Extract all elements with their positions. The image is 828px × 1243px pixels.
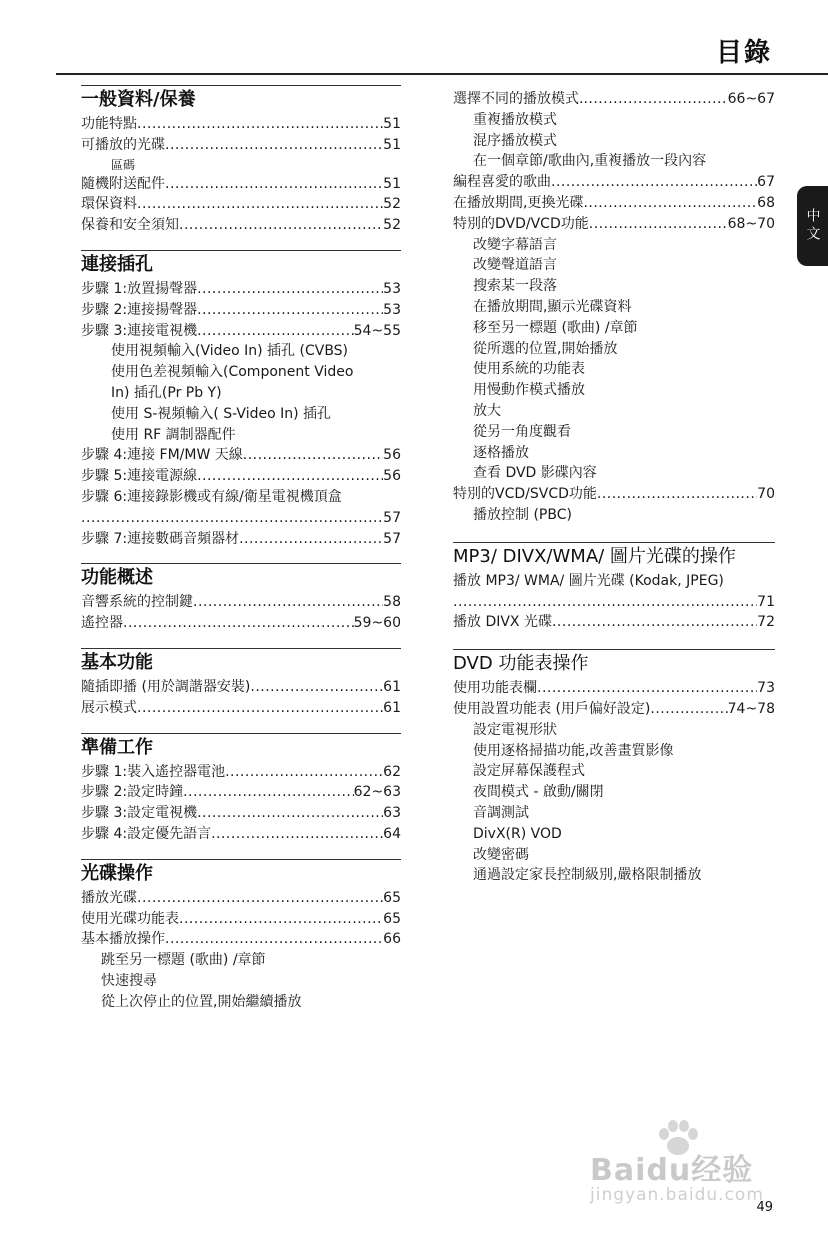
- entry-title: 播放光碟: [81, 889, 137, 906]
- entry-title: 步驟 1:放置揚聲器: [81, 280, 198, 297]
- dot-leader: [597, 484, 757, 505]
- toc-subentry: 在一個章節/歌曲內,重複播放一段內容: [473, 153, 707, 170]
- toc-entry[interactable]: [453, 484, 775, 505]
- toc-section: [453, 649, 775, 886]
- entry-page-number: 61: [383, 678, 401, 695]
- toc-entry[interactable]: [81, 824, 401, 845]
- entry-page-number: 70: [757, 486, 775, 503]
- entry-title: 基本播放操作: [81, 931, 165, 948]
- entry-title: 使用功能表欄: [453, 680, 537, 697]
- toc-section: [81, 250, 401, 549]
- page-number: 49: [756, 1200, 773, 1215]
- dot-leader: [137, 194, 383, 215]
- dot-leader: [583, 193, 757, 214]
- toc-entry-line[interactable]: 步驟 6:連接錄影機或有線/衛星電視機頂盒: [81, 488, 342, 505]
- toc-subentry: 設定電視形狀: [473, 721, 557, 738]
- dot-leader: [165, 929, 383, 950]
- toc-entry[interactable]: [453, 592, 775, 613]
- dot-leader: [243, 445, 383, 466]
- toc-subentry: 通過設定家長控制級別,嚴格限制播放: [473, 867, 702, 884]
- entry-page-number: 58: [383, 594, 401, 611]
- toc-entry[interactable]: [81, 803, 401, 824]
- dot-leader: [551, 172, 757, 193]
- toc-entry[interactable]: [81, 698, 401, 719]
- entry-title: 步驟 1:裝入遙控器電池: [81, 763, 226, 780]
- entry-title: 步驟 5:連接電源線: [81, 468, 198, 485]
- toc-subentry: 混序播放模式: [473, 132, 557, 149]
- dot-leader: [537, 678, 757, 699]
- toc-subentry: 音調測試: [473, 804, 529, 821]
- dot-leader: [197, 803, 383, 824]
- entry-title: 特別的DVD/VCD功能: [453, 215, 589, 232]
- dot-leader: [193, 592, 383, 613]
- toc-entry[interactable]: [81, 508, 401, 529]
- toc-subentry: 快速搜尋: [101, 972, 157, 989]
- toc-entry[interactable]: [81, 529, 401, 550]
- dot-leader: [179, 909, 383, 930]
- entry-title: 隨機附送配件: [81, 175, 165, 192]
- toc-entry-line[interactable]: 播放 MP3/ WMA/ 圖片光碟 (Kodak, JPEG): [453, 572, 724, 589]
- entry-page-number: 74~78: [727, 700, 775, 717]
- dot-leader: [183, 782, 354, 803]
- toc-entry[interactable]: [81, 466, 401, 487]
- entry-page-number: 52: [383, 217, 401, 234]
- dot-leader: [179, 215, 383, 236]
- toc-entry[interactable]: [81, 677, 401, 698]
- toc-subentry: 重複播放模式: [473, 111, 557, 128]
- dot-leader: [225, 762, 383, 783]
- entry-title: 展示模式: [81, 699, 137, 716]
- dot-leader: [197, 466, 383, 487]
- dot-leader: [583, 89, 727, 110]
- toc-entry[interactable]: [453, 699, 775, 720]
- toc-entry[interactable]: [453, 214, 775, 235]
- entry-page-number: 52: [383, 196, 401, 213]
- dot-leader: [137, 888, 383, 909]
- section-heading: 一般資料/保養: [81, 89, 196, 110]
- entry-page-number: 62: [383, 763, 401, 780]
- toc-section: [81, 85, 401, 236]
- toc-left-column: [81, 85, 401, 1013]
- entry-page-number: 53: [383, 280, 401, 297]
- dot-leader: [165, 174, 383, 195]
- entry-page-number: 62~63: [353, 784, 401, 801]
- dot-leader: [123, 613, 354, 634]
- section-heading: 光碟操作: [81, 862, 153, 884]
- toc-entry[interactable]: [81, 909, 401, 930]
- dot-leader: [453, 592, 757, 613]
- dot-leader: [81, 508, 383, 529]
- toc-entry[interactable]: [81, 592, 401, 613]
- section-heading: 連接插孔: [81, 253, 153, 275]
- toc-entry[interactable]: [81, 135, 401, 156]
- dot-leader: [137, 114, 383, 135]
- toc-section: [81, 648, 401, 719]
- entry-title: 保養和安全須知: [81, 217, 179, 234]
- watermark-logo: Baidu经验: [590, 1153, 754, 1188]
- entry-page-number: 53: [383, 301, 401, 318]
- entry-page-number: 51: [383, 175, 401, 192]
- dot-leader: [239, 529, 383, 550]
- entry-page-number: 59~60: [353, 615, 401, 632]
- toc-entry[interactable]: [81, 114, 401, 135]
- page-title: 目錄: [715, 38, 772, 68]
- toc-subentry: 夜間模式 - 啟動/關閉: [473, 784, 604, 801]
- toc-subentry: 查看 DVD 影碟內容: [473, 465, 597, 482]
- toc-subentry: 改變字幕語言: [473, 236, 557, 253]
- toc-subentry: 使用 RF 調制器配件: [111, 426, 236, 443]
- dot-leader: [211, 824, 383, 845]
- entry-title: 功能特點: [81, 116, 137, 132]
- language-tab[interactable]: [797, 186, 828, 266]
- toc-subentry: 改變聲道語言: [473, 257, 557, 274]
- entry-title: 使用光碟功能表: [81, 910, 179, 927]
- entry-page-number: 71: [757, 593, 775, 610]
- entry-title: 可播放的光碟: [81, 136, 165, 153]
- toc-section: [81, 733, 401, 845]
- dot-leader: [589, 214, 728, 235]
- toc-subentry: 逐格播放: [473, 444, 529, 461]
- toc-entry[interactable]: [81, 321, 401, 342]
- entry-page-number: 64: [383, 825, 401, 842]
- entry-page-number: 66~67: [727, 91, 775, 107]
- toc-entry[interactable]: [453, 172, 775, 193]
- entry-page-number: 51: [383, 136, 401, 153]
- entry-page-number: 65: [383, 910, 401, 927]
- toc-section: [81, 563, 401, 634]
- toc-subentry: 使用 S-視頻輸入( S-Video In) 插孔: [111, 405, 332, 422]
- dot-leader: [552, 612, 757, 633]
- entry-title: 步驟 2:連接揚聲器: [81, 301, 198, 318]
- toc-entry[interactable]: [81, 215, 401, 236]
- dot-leader: [137, 698, 383, 719]
- dot-leader: [197, 321, 354, 342]
- entry-page-number: 68~70: [727, 215, 775, 232]
- toc-section: [453, 85, 775, 526]
- toc-subentry: 移至另一標題 (歌曲) /章節: [473, 319, 638, 336]
- toc-entry[interactable]: [81, 782, 401, 803]
- entry-title: 環保資料: [81, 196, 137, 213]
- toc-subentry: DivX(R) VOD: [473, 825, 562, 842]
- dot-leader: [197, 279, 383, 300]
- toc-entry[interactable]: [81, 762, 401, 783]
- section-heading: DVD 功能表操作: [453, 653, 589, 675]
- entry-page-number: 57: [383, 509, 401, 526]
- entry-page-number: 72: [757, 614, 775, 631]
- toc-entry[interactable]: [453, 89, 775, 110]
- toc-subentry: 跳至另一標題 (歌曲) /章節: [101, 952, 266, 969]
- toc-entry[interactable]: [81, 929, 401, 950]
- entry-page-number: 56: [383, 447, 401, 464]
- entry-page-number: 57: [383, 530, 401, 547]
- toc-entry[interactable]: [81, 888, 401, 909]
- toc-entry[interactable]: [81, 300, 401, 321]
- dot-leader: [165, 135, 383, 156]
- entry-page-number: 63: [383, 805, 401, 822]
- entry-title: 步驟 4:連接 FM/MW 天線: [81, 447, 243, 464]
- entry-title: 隨插即播 (用於調諧器安裝): [81, 678, 251, 695]
- toc-entry[interactable]: [81, 174, 401, 195]
- toc-subentry: 用慢動作模式播放: [473, 382, 585, 399]
- toc-subentry: 區碼: [111, 157, 136, 172]
- entry-title: 步驟 2:設定時鐘: [81, 784, 184, 801]
- entry-page-number: 54~55: [353, 322, 401, 339]
- entry-title: 編程喜愛的歌曲: [453, 174, 551, 191]
- toc-subentry: 播放控制 (PBC): [473, 506, 572, 523]
- section-heading: 功能概述: [81, 567, 153, 589]
- entry-page-number: 67: [757, 174, 775, 191]
- section-heading: 準備工作: [81, 736, 153, 758]
- entry-title: 音響系統的控制鍵: [81, 594, 193, 611]
- toc-entry[interactable]: [81, 445, 401, 466]
- toc-subentry: 使用視頻輸入(Video In) 插孔 (CVBS): [111, 343, 349, 360]
- toc-right-column: [453, 85, 775, 886]
- toc-subentry: 從上次停止的位置,開始繼續播放: [101, 993, 302, 1010]
- dot-leader: [197, 300, 383, 321]
- toc-subentry: 改變密碼: [473, 846, 529, 863]
- toc-section: [81, 859, 401, 1013]
- toc-entry[interactable]: [453, 678, 775, 699]
- toc-subentry: 搜索某一段落: [473, 278, 557, 295]
- toc-entry[interactable]: [81, 279, 401, 300]
- section-heading: MP3/ DIVX/WMA/ 圖片光碟的操作: [453, 545, 736, 567]
- toc-subentry: 放大: [473, 402, 501, 419]
- entry-title: 步驟 7:連接數碼音頻器材: [81, 530, 240, 547]
- language-tab-label: 中文: [804, 208, 821, 244]
- entry-title: 遙控器: [81, 615, 123, 632]
- entry-title: 播放 DIVX 光碟: [453, 614, 552, 631]
- dot-leader: [250, 677, 383, 698]
- toc-entry[interactable]: [81, 194, 401, 215]
- toc-subentry: 使用逐格掃描功能,改善畫質影像: [473, 742, 674, 759]
- toc-entry[interactable]: [453, 612, 775, 633]
- entry-title: 選擇不同的播放模式.: [453, 91, 584, 107]
- header-rule: [56, 73, 828, 75]
- entry-title: 步驟 3:連接電視機: [81, 322, 198, 339]
- entry-page-number: 56: [383, 468, 401, 485]
- section-heading: 基本功能: [81, 651, 153, 673]
- toc-section: [453, 542, 775, 633]
- toc-subentry: 在播放期間,顯示光碟資料: [473, 298, 632, 315]
- entry-page-number: 66: [383, 931, 401, 948]
- watermark-url: jingyan.baidu.com: [590, 1185, 764, 1205]
- entry-page-number: 68: [757, 194, 775, 211]
- entry-title: 步驟 4:設定優先語言: [81, 825, 212, 842]
- dot-leader: [650, 699, 727, 720]
- toc-subentry: 從所選的位置,開始播放: [473, 340, 618, 357]
- toc-subentry: 使用系統的功能表: [473, 361, 585, 378]
- toc-subentry: In) 插孔(Pr Pb Y): [111, 384, 222, 401]
- toc-entry[interactable]: [81, 613, 401, 634]
- entry-page-number: 61: [383, 699, 401, 716]
- entry-page-number: 73: [757, 680, 775, 697]
- entry-page-number: 51: [383, 116, 401, 132]
- entry-title: 使用設置功能表 (用戶偏好設定): [453, 700, 651, 717]
- toc-subentry: 從另一角度觀看: [473, 423, 571, 440]
- entry-title: 步驟 3:設定電視機: [81, 805, 198, 822]
- toc-subentry: 設定屏幕保護程式: [473, 763, 585, 780]
- entry-title: 在播放期間,更換光碟: [453, 194, 584, 211]
- toc-entry[interactable]: [453, 193, 775, 214]
- entry-page-number: 65: [383, 889, 401, 906]
- toc-subentry: 使用色差視頻輸入(Component Video: [111, 364, 354, 381]
- entry-title: 特別的VCD/SVCD功能: [453, 486, 597, 503]
